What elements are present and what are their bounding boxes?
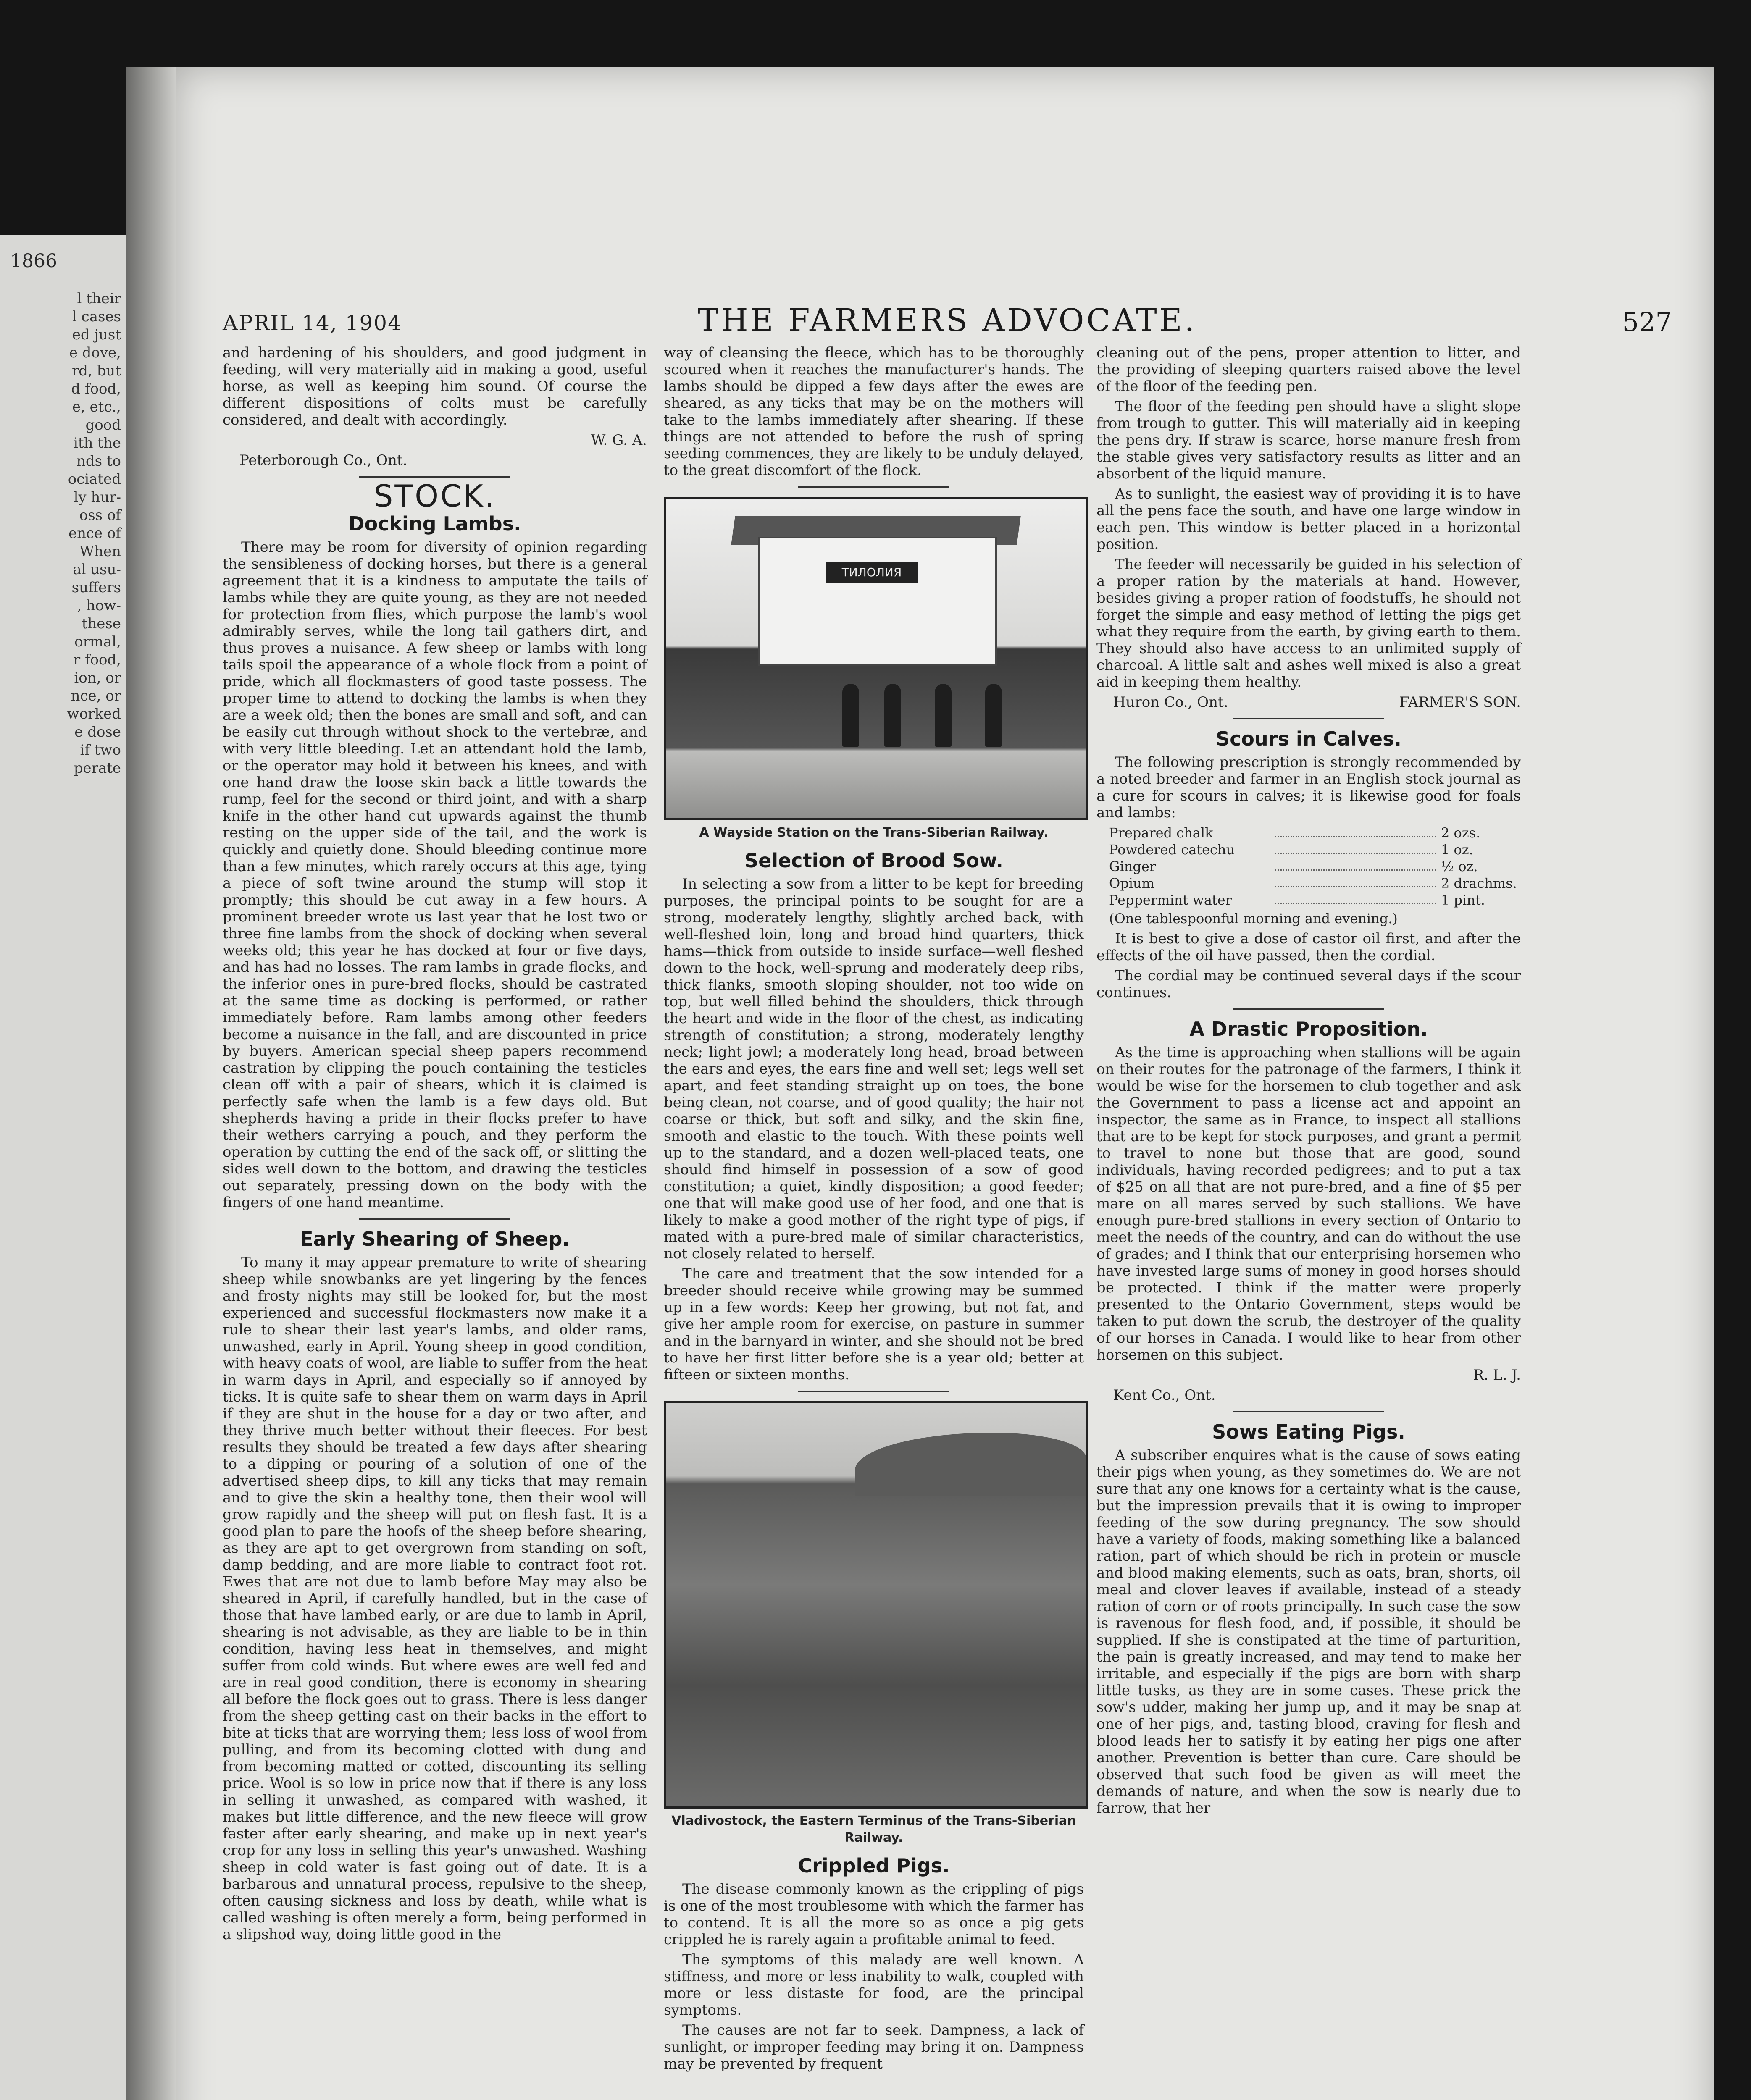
ingredient-name: Prepared chalk <box>1109 825 1213 841</box>
person-figure <box>985 684 1002 747</box>
ingredient-name: Opium <box>1109 875 1154 891</box>
article-body: There may be room for diversity of opinion regarding the sensibleness of docking horses, but there is a general agreement that it is a kindness to amputate the tails of lambs while they are quite young, as they are not needed for protection from flies, which purpose the lamb's wool admirably serves, while the long tail gathers dirt, and thus proves a nuisance. A few sheep or lambs with long tails spoil the appearance of a whole flock from a point of pride, which all flockmasters of good taste possess. The proper time to attend to docking the lambs is when they are a week old; then the bones are small and soft, and can be easily cut through without shock to the vertebræ, and with very little bleeding. Let an attendant hold the lamb, or the operator may hold it between his knees, and with one hand draw the loose skin back a little towards the rump, feel for the second or third joint, and with a sharp knife in the other hand cut upwards against the thumb resting on the upper side of the tail, and the work is quickly and quietly done. Should bleeding continue more than a few minutes, which rarely occurs at this age, tying a piece of soft twine around the stump will stop it promptly; this should be cut away in a few hours. A prominent breeder wrote us last year that he lost two or three fine lambs from the shock of docking when several weeks old; this year he has docked at four or five days, and has had no losses. The ram lambs in grade flocks, and the inferior ones in pure-bred flocks, should be castrated at the same time as docking is performed, or rather immediately before. Ram lambs among other feeders become a nuisance in the fall, and are discounted in price by buyers. American special sheep papers recommend castration by clipping the pouch containing the testicles clean off with a pair of shears, which it is claimed is perfectly safe when the lamb is a few days old. But shepherds having a pride in their flocks prefer to have their wethers carrying a pouch, and they perform the operation by cutting the end of the sack off, or slitting the sides well down to the bottom, and drawing the testicles out separately, pressing down on the body with the fingers of one hand meantime. <box>223 539 647 1211</box>
article-place: Kent Co., Ont. <box>1113 1387 1216 1404</box>
section-title: STOCK. <box>373 478 496 514</box>
station-sign: ТИЛОЛИЯ <box>826 562 918 583</box>
article-title-early-shearing: Early Shearing of Sheep. <box>300 1228 570 1250</box>
page-number: 527 <box>1622 307 1672 337</box>
ingredient-name: Ginger <box>1109 858 1156 874</box>
prescription-item <box>1109 824 1521 841</box>
column-3 <box>1096 344 1521 1820</box>
article-body: The care and treatment that the sow intended for a breeder should receive while growing may be summed up in a few words: Keep her growing, but not fat, and give her ample room for exercise, on pasture in summer and in the barnyard in winter, and she should not be bred to have her first litter before she is a year old; better at fifteen or sixteen months. <box>664 1265 1084 1383</box>
prescription-item <box>1109 841 1521 858</box>
divider <box>359 1218 510 1220</box>
article-body: As to sunlight, the easiest way of providing it is to have all the pens face the south, and have one large window in each pen. This window is better placed in a horizontal position. <box>1096 486 1521 553</box>
article-body: A subscriber enquires what is the cause of sows eating their pigs when young, as they sometimes do. We are not sure that any one knows for a certainty what is the cause, but the impression prevails that it is owing to improper feeding of the sow during pregnancy. The sow should have a variety of foods, making something like a balanced ration, part of which should be rich in protein or muscle and blood making elements, such as oats, bran, shorts, oil meal and clover leaves if available, instead of a steady ration of corn or of roots principally. In such case the sow is ravenous for flesh food, and, if possible, it should be supplied. If she is constipated at the time of parturition, the pain is greatly increased, and may tend to make her irritable, and especially if the pigs are born with sharp little tusks, as they are in some cases. These prick the sow's udder, making her jump up, and it may be snap at one of her pigs, and, tasting blood, craving for flesh and blood leads her to satisfy it by eating her pigs one after another. Prevention is better than cure. Care should be observed that such food be given as will meet the demands of nature, and when the sow is nearly due to farrow, that her <box>1096 1447 1521 1816</box>
intro-place: Peterborough Co., Ont. <box>239 452 408 469</box>
leader-dots <box>1275 824 1436 837</box>
station-building <box>758 537 997 666</box>
column-2 <box>664 344 1084 2076</box>
article-title-crippled-pigs: Crippled Pigs. <box>798 1854 950 1877</box>
dosage-note: (One tablespoonful morning and evening.) <box>1109 911 1398 927</box>
prescription-item <box>1109 858 1521 875</box>
article-body: cleaning out of the pens, proper attention to litter, and the providing of sleeping quarters raised above the level of the floor of the feeding pen. <box>1096 344 1521 395</box>
divider <box>1233 718 1384 719</box>
facing-page-text: l their l cases ed just e dove, rd, but d food, e, etc., good ith the nds to ociated ly hur- oss of ence of When al usu- suffers , how- these ormal, r food, ion, or nce, or worked e dose if two perate <box>67 290 121 777</box>
article-body: way of cleansing the fleece, which has to be thoroughly scoured when it reaches the manufacturer's hands. The lambs should be dipped a few days after the ewes are sheared, as any ticks that may be on the mothers will take to the lambs immediately after shearing. If these things are not attended to before the rush of spring seeding commences, they are likely to be unduly delayed, to the great discomfort of the flock. <box>664 344 1084 479</box>
facing-page-year: 1866 <box>10 250 57 272</box>
newspaper-page <box>176 67 1714 2100</box>
ingredient-qty: ½ oz. <box>1441 858 1478 874</box>
photo-caption: Vladivostock, the Eastern Terminus of the Trans-Siberian Railway. <box>671 1814 1076 1845</box>
ingredient-qty: 1 oz. <box>1441 842 1473 858</box>
article-signoff <box>1113 694 1521 711</box>
prescription-item <box>1109 875 1521 892</box>
article-signature: R. L. J. <box>1473 1367 1521 1383</box>
article-title-sows-eating-pigs: Sows Eating Pigs. <box>1212 1420 1405 1443</box>
divider <box>1233 1008 1384 1010</box>
article-body: The symptoms of this malady are well known. A stiffness, and more or less inability to walk, coupled with more or less distaste for food, are the principal symptoms. <box>664 1951 1084 2019</box>
article-body: In selecting a sow from a litter to be kept for breeding purposes, the principal points to be sought for are a strong, moderately lengthy, slightly arched back, with well-fleshed loin, long and broad hind quarters, thick hams—thick from outside to inside surface—well fleshed down to the hock, well-sprung and moderately deep ribs, thick flanks, smooth sloping shoulder, not too wide on top, but well filled behind the shoulders, thick through the heart and wide in the floor of the chest, as indicating strength of constitution; a strong, moderately lengthy neck; light jowl; a moderately long head, broad between the ears and eyes, the ears fine and well set; legs well set apart, and feet standing straight up on toes, the bone being clean, not coarse, and of good quality; the hair not coarse or thick, but soft and silky, and the skin fine, smooth and elastic to the touch. With these points well up to the standard, and a dozen well-placed teats, one should find himself in possession of a sow of good constitution; a quiet, kindly disposition; a good feeder; one that will make good use of her food, and one that is likely to make a good mother of the right type of pigs, if mated with a pure-bred male of similar characteristics, not closely related to herself. <box>664 876 1084 1262</box>
distant-hill <box>855 1433 1086 1496</box>
ingredient-name: Peppermint water <box>1109 892 1232 908</box>
divider <box>1233 1411 1384 1412</box>
divider <box>798 1391 949 1392</box>
article-body: The following prescription is strongly recommended by a noted breeder and farmer in an English stock journal as a cure for scours in calves; it is likewise good for foals and lambs: <box>1096 754 1521 821</box>
article-body: The causes are not far to seek. Dampness, a lack of sunlight, or improper feeding may bring it on. Dampness may be prevented by frequent <box>664 2022 1084 2072</box>
person-figure <box>842 684 859 747</box>
divider <box>798 486 949 488</box>
facing-page-fragment <box>0 235 126 2100</box>
article-body: The feeder will necessarily be guided in his selection of a proper ration by the materials at hand. However, besides giving a proper ration of foodstuffs, he should not forget the simple and easy method of letting the pigs get what they require from the earth, by giving earth to them. They should also have access to an unlimited supply of charcoal. A little salt and ashes well mixed is also a great aid in keeping them healthy. <box>1096 556 1521 690</box>
prescription-list <box>1109 824 1521 927</box>
railway-station-photo <box>664 497 1088 820</box>
intro-paragraph: and hardening of his shoulders, and good judgment in feeding, will very materially aid in making a good, useful horse, as well as keeping him sound. Of course the different dispositions of colts must be carefully considered, and dealt with accordingly. <box>223 344 647 428</box>
ingredient-name: Powdered catechu <box>1109 842 1235 858</box>
ingredient-qty: 2 drachms. <box>1441 875 1517 891</box>
page-header <box>223 302 1672 340</box>
leader-dots <box>1275 875 1436 887</box>
column-1 <box>223 344 647 1946</box>
article-title-brood-sow: Selection of Brood Sow. <box>744 849 1003 872</box>
photo-caption: A Wayside Station on the Trans-Siberian Railway. <box>699 825 1049 840</box>
person-figure <box>884 684 901 747</box>
issue-date: APRIL 14, 1904 <box>223 311 402 335</box>
page-gutter <box>126 67 176 2100</box>
leader-dots <box>1275 841 1436 854</box>
signoff-place: Huron Co., Ont. <box>1113 694 1228 711</box>
article-title-docking-lambs: Docking Lambs. <box>348 512 521 535</box>
prescription-item <box>1109 892 1521 908</box>
masthead-title: THE FARMERS ADVOCATE. <box>697 302 1197 339</box>
article-body: As the time is approaching when stallions will be again on their routes for the patronage of the farmers, I think it would be wise for the horsemen to club together and ask the Government to pass a license act and appoint an inspector, the same as in France, to inspect all stallions that are to be kept for stock purposes, and grant a permit to travel to none but those that are good, sound individuals, having recorded pedigrees; and to put a tax of $25 on all that are not pure-bred, and a fine of $5 per mare on all mares served by such stallions. We have enough pure-bred stallions in every section of Ontario to meet the needs of the country, and can do without the use of grades; and I think that our enterprising horsemen who have invested large sums of money in good horses should be protected. I think if the matter were properly presented to the Ontario Government, steps would be taken to put down the scrub, the destroyer of the quality of our horses in Canada. I would like to hear from other horsemen on this subject. <box>1096 1044 1521 1363</box>
ingredient-qty: 1 pint. <box>1441 892 1485 908</box>
intro-signature: W. G. A. <box>591 432 647 449</box>
leader-dots <box>1275 858 1436 871</box>
article-body: The floor of the feeding pen should have a slight slope from trough to gutter. This will materially aid in keeping the pens dry. If straw is scarce, horse manure fresh from the stable gives very satisfactory results as litter and an absorbent of the liquid manure. <box>1096 398 1521 482</box>
article-body: It is best to give a dose of castor oil first, and after the effects of the oil have passed, then the cordial. <box>1096 930 1521 964</box>
divider <box>359 476 510 478</box>
vladivostock-photo <box>664 1401 1088 1809</box>
article-title-drastic-proposition: A Drastic Proposition. <box>1189 1018 1428 1040</box>
article-body: The cordial may be continued several days if the scour continues. <box>1096 967 1521 1001</box>
leader-dots <box>1275 892 1436 904</box>
article-body: The disease commonly known as the crippling of pigs is one of the most troublesome with which the farmer has to contend. It is all the more so as once a pig gets crippled he is rarely again a profitable animal to feed. <box>664 1881 1084 1948</box>
article-title-scours: Scours in Calves. <box>1216 727 1401 750</box>
signoff-signature: FARMER'S SON. <box>1399 694 1521 711</box>
person-figure <box>935 684 952 747</box>
ingredient-qty: 2 ozs. <box>1441 825 1480 841</box>
article-body: To many it may appear premature to write of shearing sheep while snowbanks are yet lingering by the fences and frosty nights may still be looked for, but the most experienced and successful flockmasters now make it a rule to shear their last year's lambs, and older rams, unwashed, early in April. Young sheep in good condition, with heavy coats of wool, are liable to suffer from the heat in warm days in April, and especially so if annoyed by ticks. It is quite safe to shear them on warm days in April if they are shut in the house for a day or two after, and they thrive much better without their fleeces. For best results they should be treated a few days after shearing to a dipping or pouring of a solution of one of the advertised sheep dips, to kill any ticks that may remain and to give the skin a healthy tone, then their wool will grow rapidly and the sheep will put on flesh fast. It is a good plan to pare the hoofs of the sheep before shearing, as they are apt to get overgrown from standing on soft, damp bedding, and are more liable to contract foot rot. Ewes that are not due to lamb before May may also be sheared in April, if carefully handled, but in the case of those that have lambed early, or are due to lamb in April, shearing is not advisable, as they are liable to be in thin condition, having less heat in themselves, and might suffer from cold winds. But where ewes are well fed and are in real good condition, there is economy in shearing all before the flock goes out to grass. There is less danger from the sheep getting cast on their backs in the effort to bite at ticks that are worrying them; less loss of wool from pulling, and from its becoming clotted with dung and from becoming matted or cotted, discounting its selling price. Wool is so low in price now that if there is any loss in selling it unwashed, as compared with washed, it makes but little difference, and the new fleece will grow faster after early shearing, and make up in next year's crop for any loss in selling this year's unwashed. Washing sheep in cold water is fast going out of date. It is a barbarous and unnatural process, repulsive to the sheep, often causing sickness and loss by death, while what is called washing is often merely a form, being performed in a slipshod way, doing little good in the <box>223 1254 647 1943</box>
